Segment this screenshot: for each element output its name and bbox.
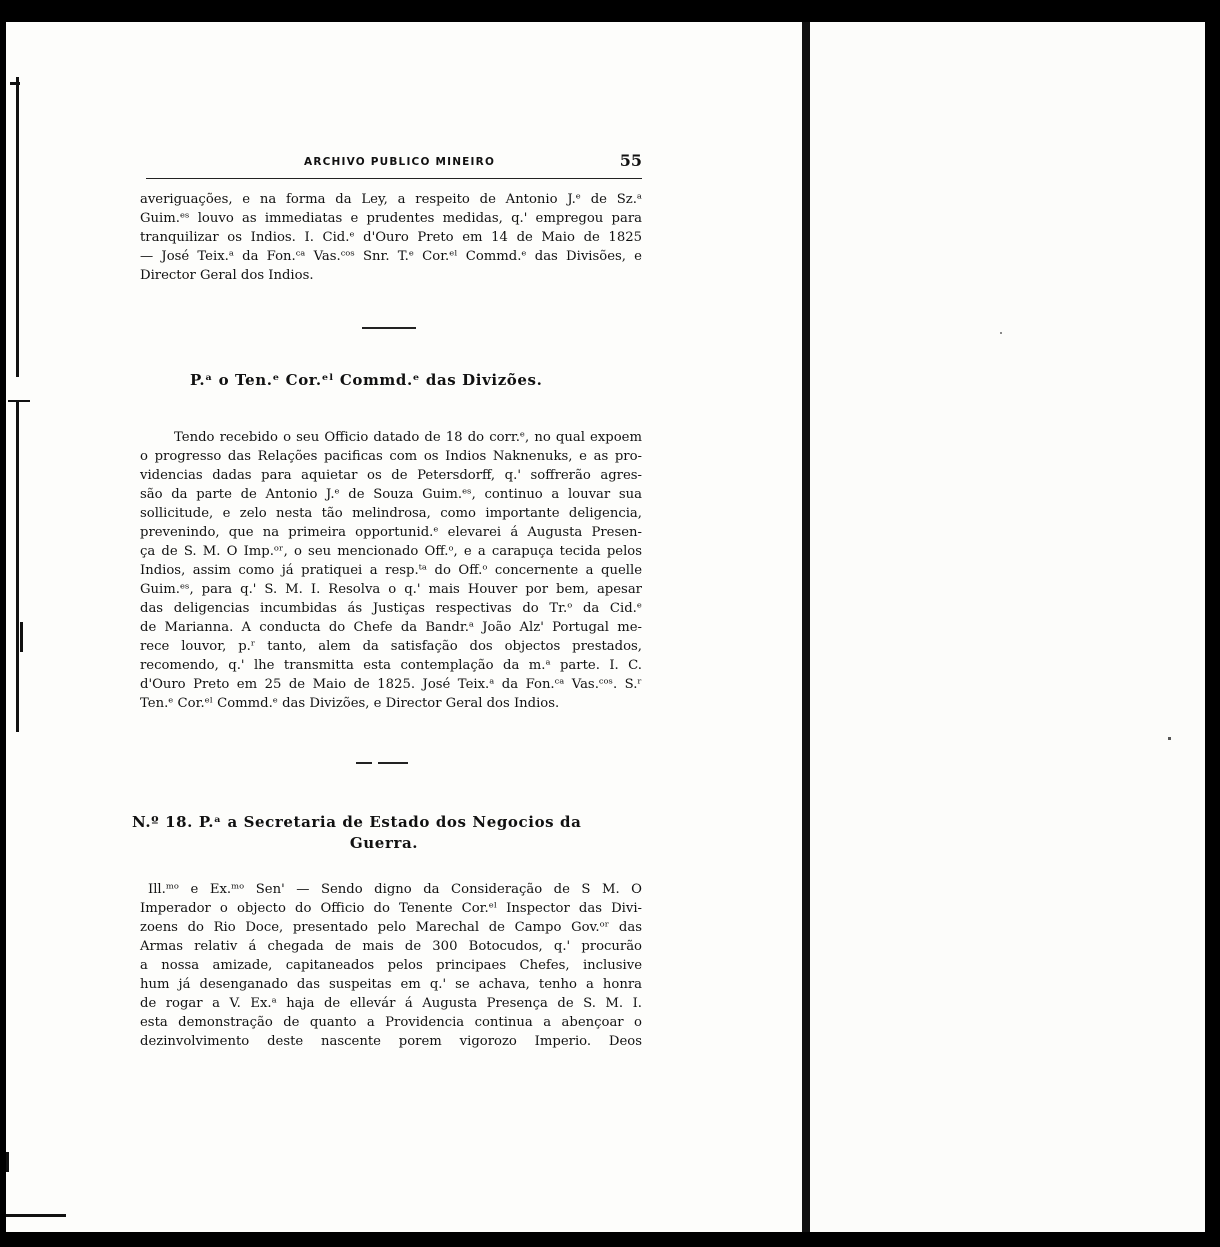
text-line: tranquilizar os Indios. I. Cid.ᵉ d'Ouro Preto em 14 de Maio de 1825: [140, 230, 642, 245]
text-line: a nossa amizade, capitaneados pelos principaes Chefes, inclusive: [140, 958, 642, 973]
heading-line: N.º 18. P.ᵃ a Secretaria de Estado dos Negocios da: [132, 813, 582, 831]
text-line: Guim.ᵉˢ, para q.' S. M. I. Resolva o q.' mais Houver por bem, apesar: [140, 582, 642, 597]
text-line: Indios, assim como já pratiquei a resp.ᵗᵃ do Off.ᵒ concernente a quelle: [140, 563, 642, 578]
margin-scan-mark: [6, 1214, 66, 1217]
text-line: dezinvolvimento deste nascente porem vigorozo Imperio. Deos: [140, 1034, 642, 1049]
scan-border-top: [0, 0, 1220, 22]
margin-scan-mark: [16, 402, 19, 732]
section-separator: [362, 327, 416, 329]
text-line: — José Teix.ᵃ da Fon.ᶜᵃ Vas.ᶜᵒˢ Snr. T.ᵉ Cor.ᵉˡ Commd.ᵉ das Divisões, e: [140, 249, 642, 264]
paragraph-continuation: [140, 190, 642, 285]
text-line: prevenindo, que na primeira opportunid.ᵉ elevarei á Augusta Presen-: [140, 525, 642, 540]
text-line: Ten.ᵉ Cor.ᵉˡ Commd.ᵉ das Divizões, e Director Geral dos Indios.: [140, 696, 560, 711]
text-line: o progresso das Relações pacificas com os Indios Naknenuks, e as pro-: [140, 449, 642, 464]
margin-scan-mark: [16, 77, 19, 377]
text-line: recomendo, q.' lhe transmitta esta contemplação da m.ᵃ parte. I. C.: [140, 658, 642, 673]
letter-heading: P.ᵃ o Ten.ᵉ Cor.ᵉˡ Commd.ᵉ das Divizões.: [190, 371, 543, 389]
running-title: ARCHIVO PUBLICO MINEIRO: [304, 156, 496, 168]
running-head: [146, 150, 642, 179]
margin-scan-mark: [10, 82, 20, 85]
text-line: d'Ouro Preto em 25 de Maio de 1825. José Teix.ᵃ da Fon.ᶜᵃ Vas.ᶜᵒˢ. S.ʳ: [140, 677, 642, 692]
heading-line: Guerra.: [349, 834, 419, 852]
section-separator: [378, 762, 408, 764]
text-line: Imperador o objecto do Officio do Tenente Cor.ᵉˡ Inspector das Divi-: [140, 901, 642, 916]
text-line: zoens do Rio Doce, presentado pelo Marechal de Campo Gov.ᵒʳ das: [140, 920, 642, 935]
scan-border-bottom: [0, 1232, 1220, 1247]
letter-body: [140, 880, 642, 1051]
text-line: Ill.ᵐᵒ e Ex.ᵐᵒ Sen' — Sendo digno da Consideração de S M. O: [148, 882, 642, 897]
text-line: videncias dadas para aquietar os de Petersdorff, q.' soffrerão agres-: [140, 468, 642, 483]
margin-scan-mark: [6, 1152, 9, 1172]
margin-scan-mark: [8, 400, 30, 402]
scan-speck: [1000, 332, 1002, 334]
scan-border-right: [1205, 0, 1220, 1247]
text-line: rece louvor, p.ʳ tanto, alem da satisfação dos objectos prestados,: [140, 639, 642, 654]
letter-heading: [132, 812, 636, 854]
text-line: Armas relativ á chegada de mais de 300 Botocudos, q.' procurão: [140, 939, 642, 954]
page-number: 55: [619, 151, 642, 170]
letter-body: [140, 428, 642, 713]
section-separator: [356, 762, 372, 764]
text-line: das deligencias incumbidas ás Justiças respectivas do Tr.ᵒ da Cid.ᵉ: [140, 601, 642, 616]
scan-speck: [1168, 737, 1171, 740]
text-line: Tendo recebido o seu Officio datado de 18 do corr.ᵉ, no qual expoem: [174, 430, 642, 445]
text-line: Director Geral dos Indios.: [140, 268, 314, 283]
text-line: Guim.ᵉˢ louvo as immediatas e prudentes medidas, q.' empregou para: [140, 211, 642, 226]
right-page: [810, 22, 1205, 1232]
margin-scan-mark: [20, 622, 23, 652]
text-line: hum já desenganado das suspeitas em q.' se achava, tenho a honra: [140, 977, 642, 992]
text-line: de Marianna. A conducta do Chefe da Bandr.ᵃ João Alz' Portugal me-: [140, 620, 642, 635]
book-gutter: [802, 22, 810, 1232]
text-line: são da parte de Antonio J.ᵉ de Souza Guim.ᵉˢ, continuo a louvar sua: [140, 487, 642, 502]
text-line: averiguações, e na forma da Ley, a respeito de Antonio J.ᵉ de Sz.ᵃ: [140, 192, 642, 207]
text-line: ça de S. M. O Imp.ᵒʳ, o seu mencionado Off.ᵒ, e a carapuça tecida pelos: [140, 544, 642, 559]
text-line: de rogar a V. Ex.ᵃ haja de ellevár á Augusta Presença de S. M. I.: [140, 996, 642, 1011]
text-line: esta demonstração de quanto a Providencia continua a abençoar o: [140, 1015, 642, 1030]
text-line: sollicitude, e zelo nesta tão melindrosa, como importante deligencia,: [140, 506, 642, 521]
